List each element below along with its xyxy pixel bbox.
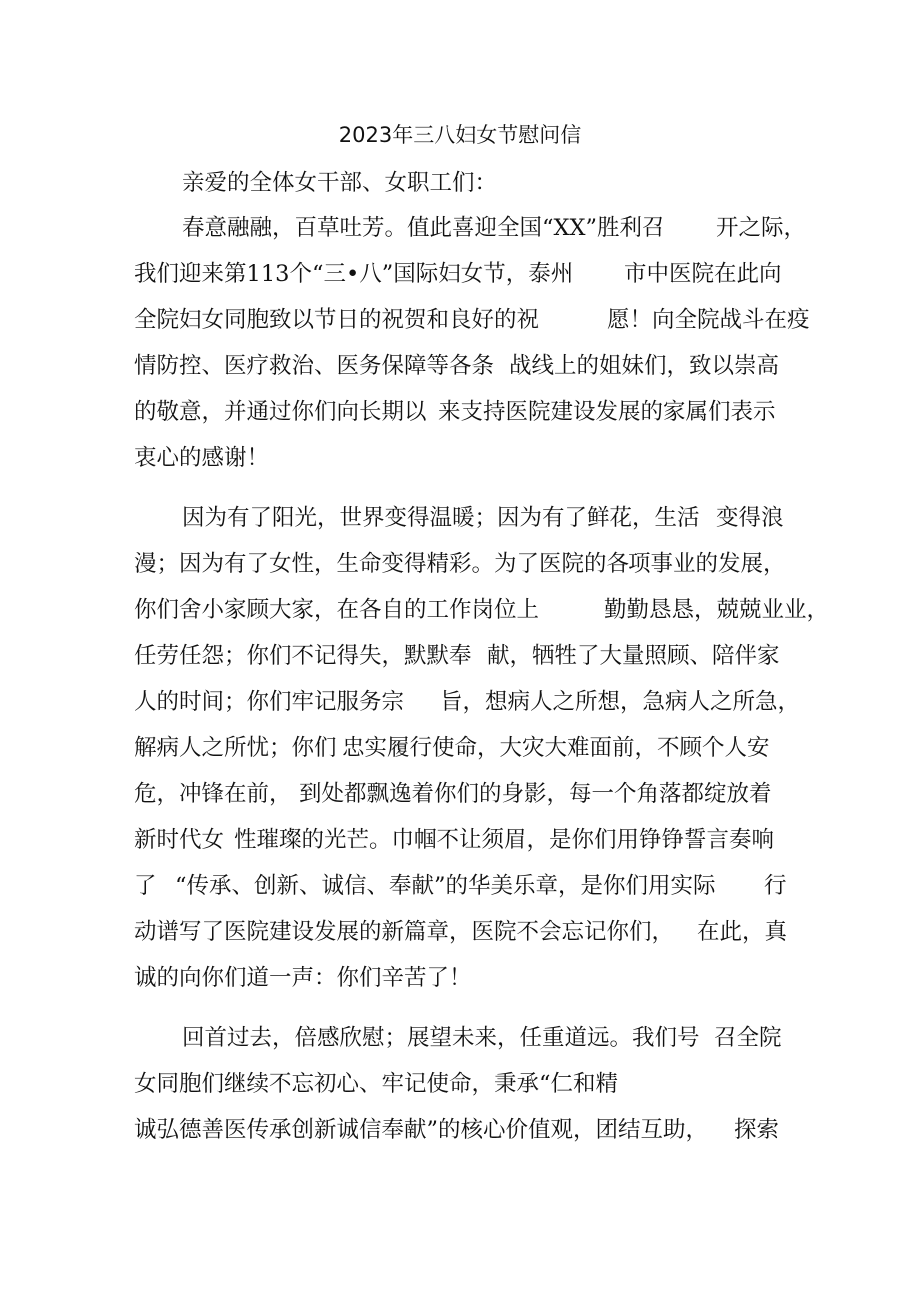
- body-line: [0, 302, 920, 338]
- body-line-text: 探索: [734, 1117, 780, 1143]
- body-line-text: 新时代女: [134, 827, 225, 853]
- body-line-text: 情防控、医疗救治、医务保障等各条: [134, 353, 495, 379]
- body-line-text: 全院妇女同胞致以节日的祝贺和良好的祝: [134, 307, 540, 333]
- body-line-text: 召全院: [714, 1025, 782, 1051]
- body-line-text: 行: [764, 873, 787, 899]
- body-line: [0, 348, 920, 384]
- body-line: [0, 1066, 920, 1102]
- body-line: [0, 684, 920, 720]
- body-line-text: “传承、创新、诚信、奉献”的华美乐章，是你们用实际: [175, 873, 716, 899]
- body-line-text: 项事业的发展，: [628, 551, 786, 577]
- body-line: [0, 440, 920, 476]
- body-line-text: 旨，想病人之所想，急病人之所急，: [440, 689, 801, 715]
- body-line-text: 诚弘德善医传承创新诚信奉献”的核心价值观，团结互助，: [134, 1117, 709, 1143]
- body-line: [0, 256, 920, 292]
- body-line-text: 的敬意，并通过你们向长期以: [134, 399, 427, 425]
- body-line: [0, 776, 920, 812]
- body-line-text: 人的时间；你们牢记服务宗: [134, 689, 405, 715]
- body-line-text: 漫；因为有了女性，生命变得精彩。为了医院的各: [134, 551, 630, 577]
- body-line: [0, 592, 920, 628]
- body-line: [0, 638, 920, 674]
- body-line-text: 诚的向你们道一声：你们辛苦了！: [134, 965, 472, 991]
- body-line-text: 献，牺牲了大量照顾、陪伴家: [487, 643, 780, 669]
- body-line: [0, 822, 920, 858]
- body-line-text: 衷心的感谢！: [134, 445, 270, 471]
- body-line: [0, 914, 920, 950]
- body-line-text: 愿！向全院战斗在疫: [607, 307, 810, 333]
- body-line: [0, 394, 920, 430]
- body-line-text: 春意融融，百草吐芳。值此喜迎全国“XX”胜利召: [182, 215, 665, 241]
- body-line: [0, 1112, 920, 1148]
- document-title: 2023年三八妇女节慰问信: [338, 123, 582, 147]
- body-line-text: 动谱写了医院建设发展的新篇章，医院不会忘记你们，: [134, 919, 675, 945]
- body-line-text: 你们舍小家顾大家，在各自的工作岗位上: [134, 597, 540, 623]
- body-line-text: 忠实履行使命，大灾大难面前，不顾个人安: [342, 735, 770, 761]
- body-line: [0, 165, 920, 201]
- body-line-text: 到处都飘逸着你们的身影，每一个角落都绽放着: [299, 781, 772, 807]
- body-line-text: 勤勤恳恳，兢兢业业，: [604, 597, 830, 623]
- body-line-text: 性璀璨的光芒。巾帼不让须眉，是你们用铮铮誓言奏响: [234, 827, 775, 853]
- body-line-text: 来支持医院建设发展的家属们表示: [438, 399, 776, 425]
- body-line: [0, 868, 920, 904]
- body-line-text: 在此，真: [697, 919, 788, 945]
- body-line-text: 任劳任怨；你们不记得失，默默奉: [134, 643, 472, 669]
- body-line: [0, 730, 920, 766]
- body-line: [0, 960, 920, 996]
- body-line-text: 市中医院在此向: [624, 261, 782, 287]
- body-line: [0, 210, 920, 246]
- body-line-text: 战线上的姐妹们，致以崇高: [509, 353, 780, 379]
- body-line-text: 变得浪: [716, 505, 784, 531]
- body-line: [0, 500, 920, 536]
- body-line: [0, 1020, 920, 1056]
- body-line-text: 解病人之所忧；你们: [134, 735, 337, 761]
- body-line-text: 回首过去，倍感欣慰；展望未来，任重道远。我们号: [182, 1025, 700, 1051]
- body-line-text: 我们迎来第113个“三•八”国际妇女节，泰州: [134, 261, 574, 287]
- body-line-text: 女同胞们继续不忘初心、牢记使命，秉承“仁和精: [134, 1071, 619, 1097]
- body-line: [0, 546, 920, 582]
- body-line-text: 亲爱的全体女干部、女职工们：: [182, 170, 498, 196]
- body-line-text: 危，冲锋在前，: [134, 781, 292, 807]
- body-line-text: 开之际，: [716, 215, 807, 241]
- body-line-text: 了: [134, 873, 157, 899]
- body-line-text: 因为有了阳光，世界变得温暖；因为有了鲜花，生活: [182, 505, 700, 531]
